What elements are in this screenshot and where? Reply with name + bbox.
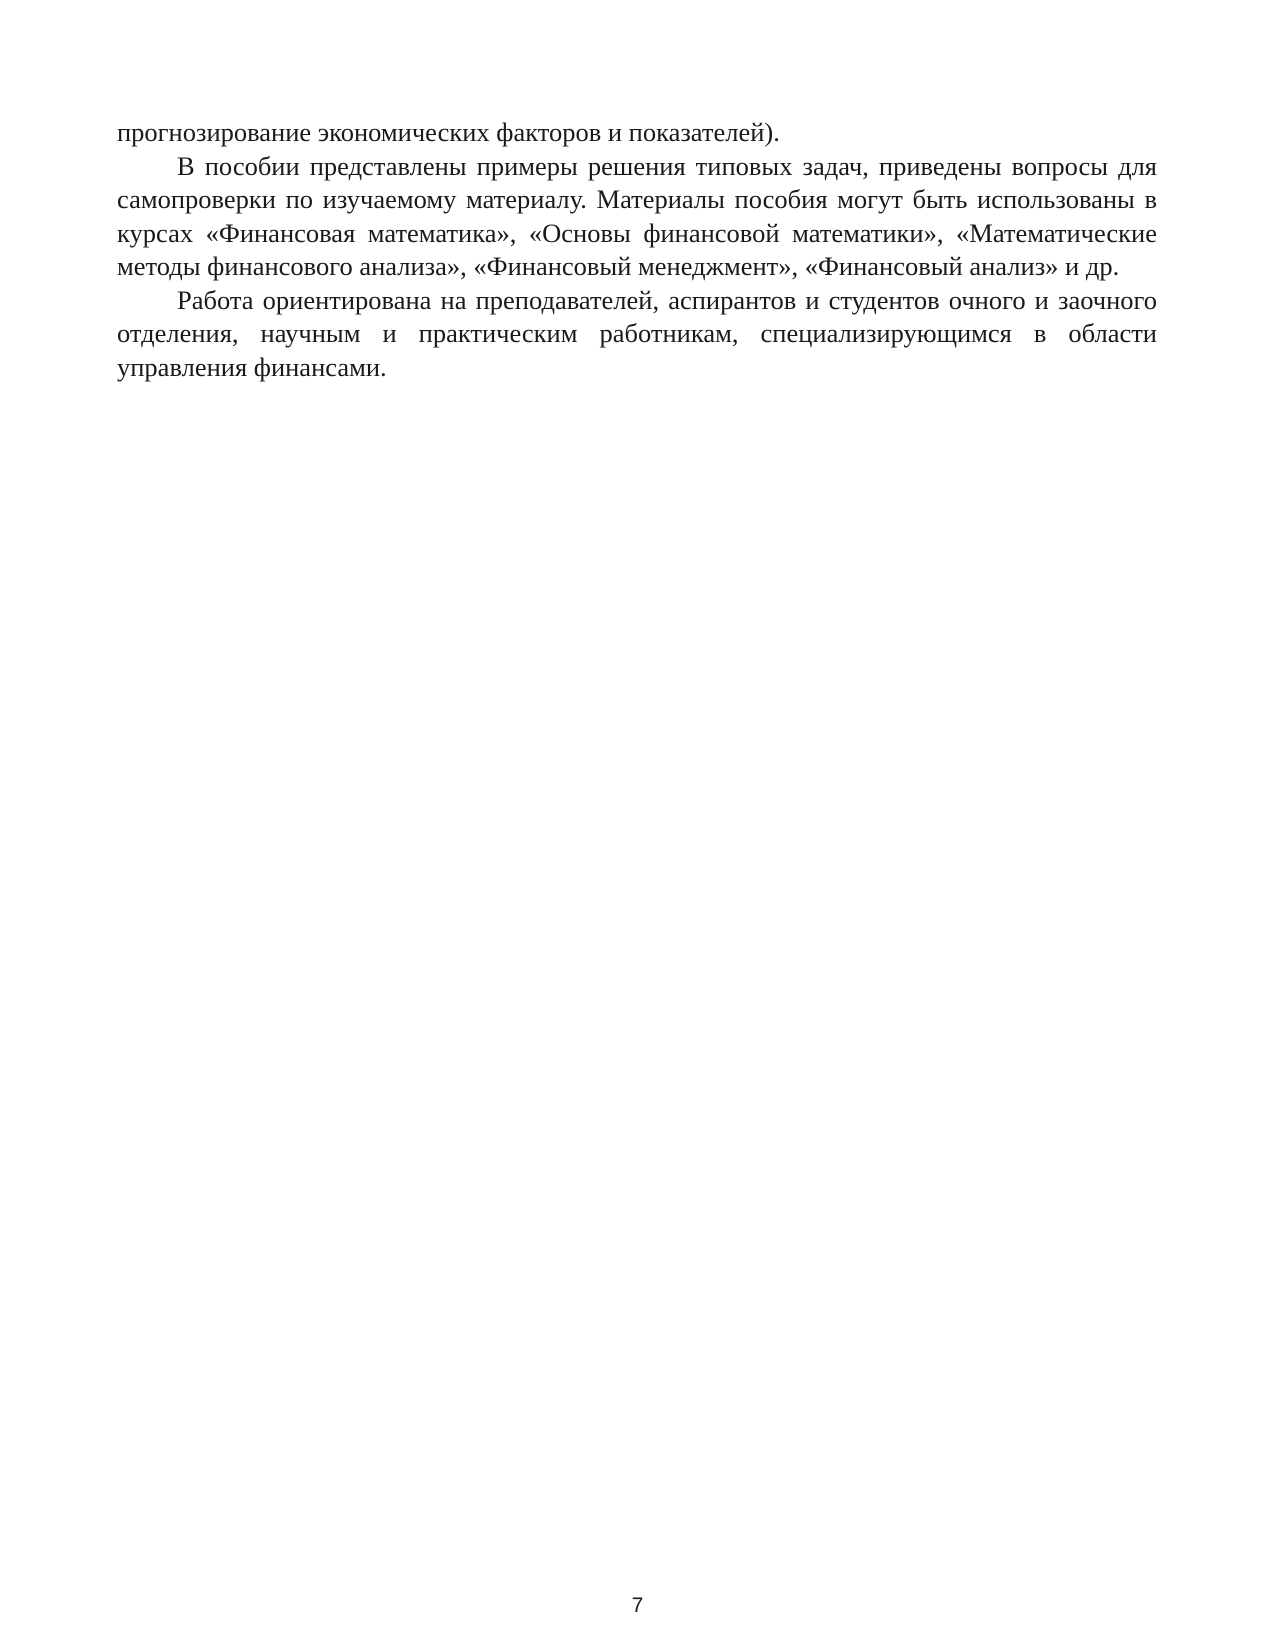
- page-number: 7: [631, 1594, 644, 1617]
- paragraph-continuation: прогнозирование экономических факторов и показателей).: [117, 117, 780, 147]
- paragraph-course-usage: В пособии представлены примеры решения типовых задач, приведены вопросы для самопроверки по изучаемому материалу. Материалы пособия могут быть использованы в курсах «Финансовая математика», «Основы финансовой математики», «Математические методы финансового анализа», «Финансовый менеджмент», «Финансовый анализ» и др.: [117, 150, 1157, 281]
- document-body: [117, 116, 1157, 384]
- paragraph-target-audience: Работа ориентирована на преподавателей, аспирантов и студентов очного и заочного отделения, научным и практическим работникам, специализирующимся в области управления финансами.: [117, 284, 1157, 382]
